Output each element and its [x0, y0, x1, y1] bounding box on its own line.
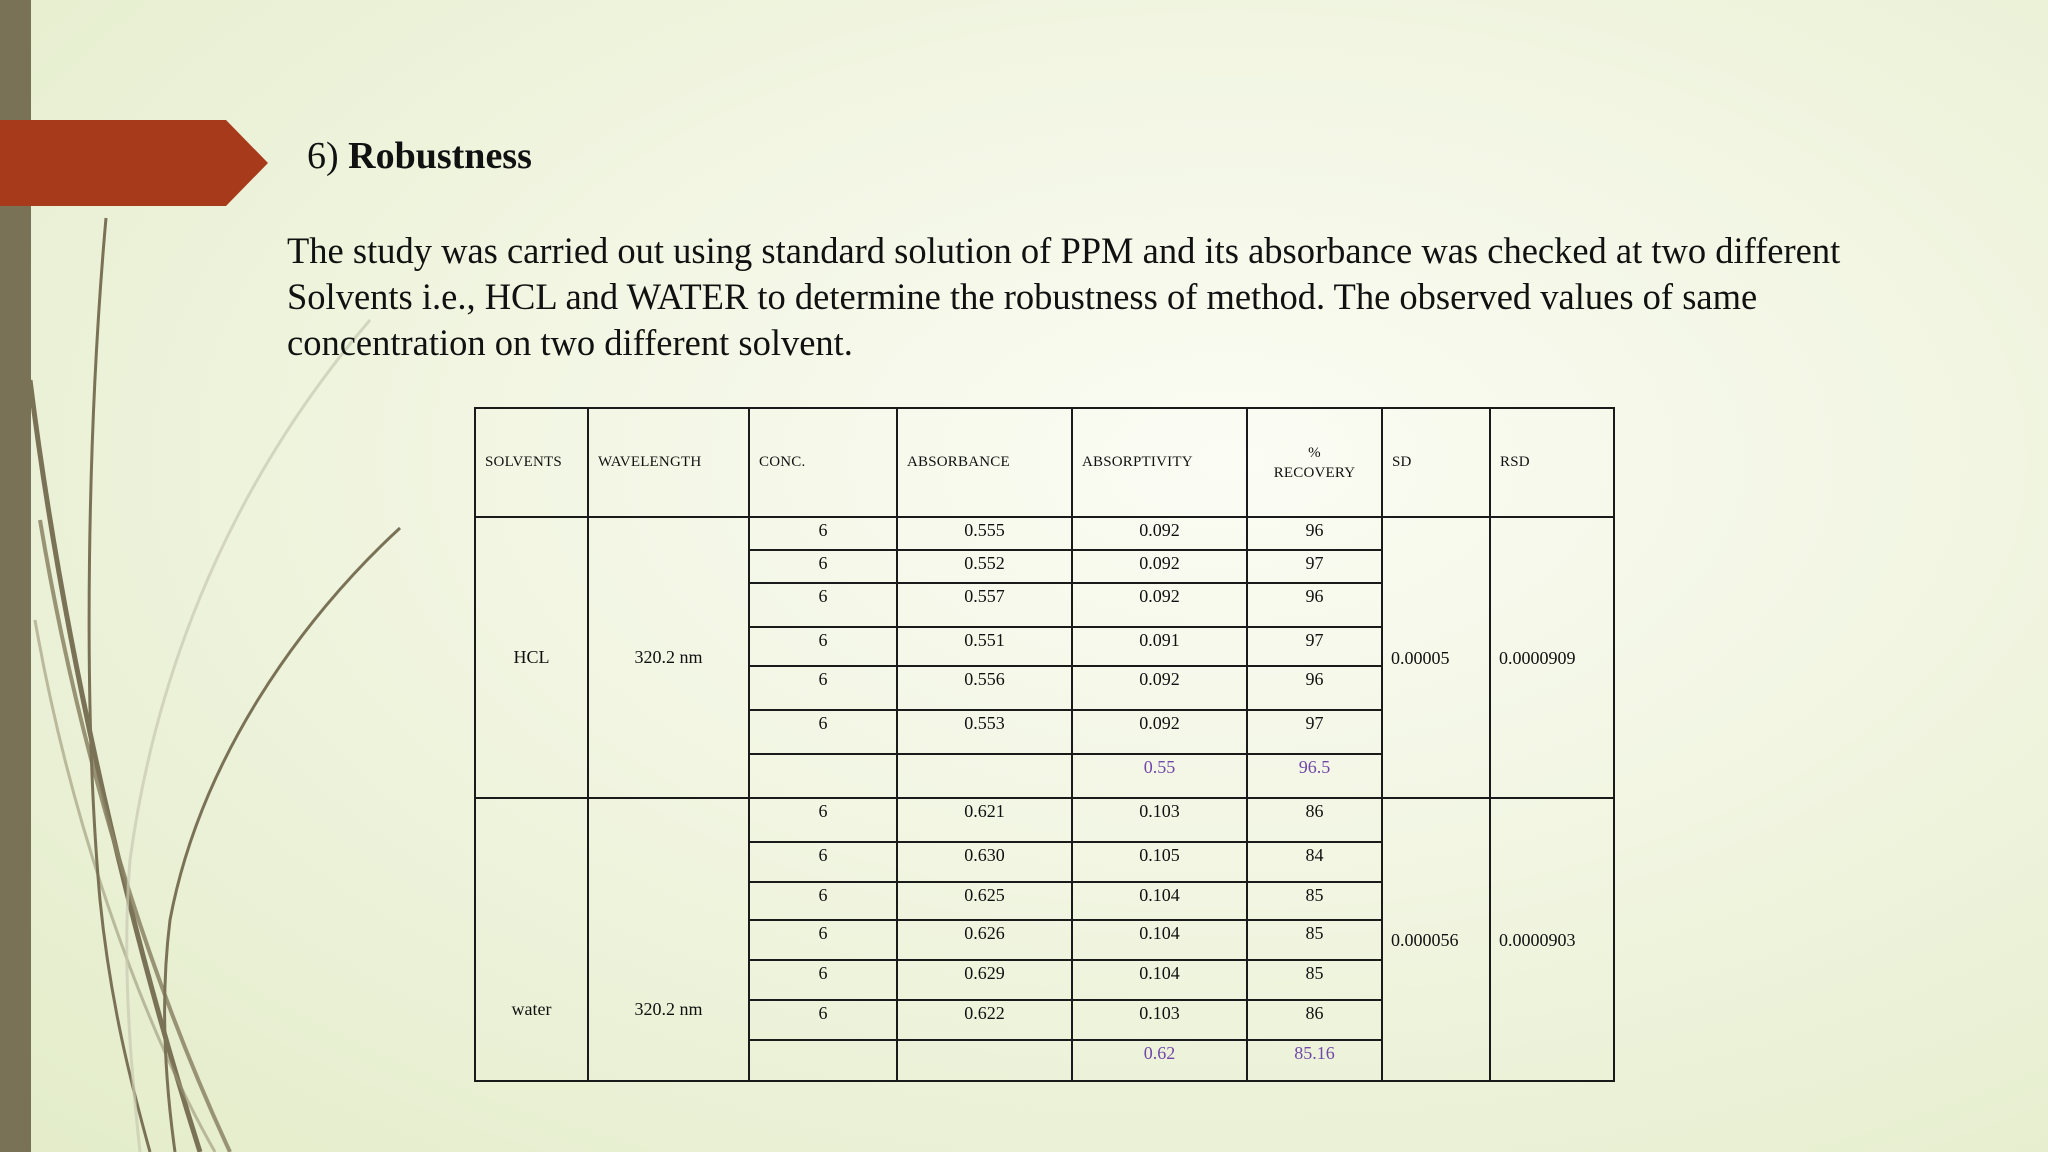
absorptivity-cell: 0.091 — [1072, 627, 1247, 666]
header-recovery-word: RECOVERY — [1273, 464, 1356, 481]
intro-paragraph: The study was carried out using standard solution of PPM and its absorbance was checked at two different Solvents i.e., HCL and WATER to determine the robustness of method. The observed values of same concentration on two different solvent. — [287, 230, 1841, 363]
header-absorptivity: ABSORPTIVITY — [1072, 408, 1247, 517]
absorptivity-cell: 0.103 — [1072, 798, 1247, 842]
absorbance-cell: 0.622 — [897, 1000, 1072, 1040]
recovery-cell: 85 — [1247, 920, 1382, 960]
header-recovery — [1247, 408, 1382, 517]
conc-cell: 6 — [749, 1000, 897, 1040]
conc-cell: 6 — [749, 583, 897, 627]
conc-cell: 6 — [749, 666, 897, 710]
wavelength-cell: 320.2 nm — [588, 517, 749, 798]
mean-absorptivity-cell: 0.55 — [1072, 754, 1247, 798]
absorbance-cell-empty — [897, 754, 1072, 798]
conc-cell: 6 — [749, 517, 897, 550]
absorbance-cell: 0.557 — [897, 583, 1072, 627]
mean-absorptivity-cell: 0.62 — [1072, 1040, 1247, 1081]
conc-cell: 6 — [749, 710, 897, 754]
header-sd: SD — [1382, 408, 1490, 517]
recovery-cell: 96 — [1247, 666, 1382, 710]
absorptivity-cell: 0.092 — [1072, 666, 1247, 710]
mean-recovery-cell: 96.5 — [1247, 754, 1382, 798]
rsd-cell: 0.0000903 — [1490, 798, 1614, 1081]
table-header-row — [475, 408, 1614, 517]
slide-heading — [307, 134, 532, 178]
absorptivity-cell: 0.092 — [1072, 583, 1247, 627]
absorbance-cell: 0.626 — [897, 920, 1072, 960]
recovery-cell: 85 — [1247, 960, 1382, 1000]
recovery-cell: 86 — [1247, 1000, 1382, 1040]
recovery-cell: 96 — [1247, 583, 1382, 627]
absorptivity-cell: 0.105 — [1072, 842, 1247, 882]
header-rsd: RSD — [1490, 408, 1614, 517]
absorbance-cell: 0.630 — [897, 842, 1072, 882]
heading-number: 6) — [307, 135, 339, 177]
absorptivity-cell: 0.104 — [1072, 960, 1247, 1000]
recovery-cell: 84 — [1247, 842, 1382, 882]
absorbance-cell: 0.556 — [897, 666, 1072, 710]
sd-cell: 0.000056 — [1382, 798, 1490, 1081]
absorptivity-cell: 0.104 — [1072, 920, 1247, 960]
absorptivity-cell: 0.092 — [1072, 550, 1247, 583]
conc-cell: 6 — [749, 550, 897, 583]
absorbance-cell-empty — [897, 1040, 1072, 1081]
wavelength-cell: 320.2 nm — [588, 798, 749, 1081]
conc-cell: 6 — [749, 882, 897, 920]
recovery-cell: 96 — [1247, 517, 1382, 550]
absorbance-cell: 0.553 — [897, 710, 1072, 754]
recovery-cell: 86 — [1247, 798, 1382, 842]
absorbance-cell: 0.621 — [897, 798, 1072, 842]
absorptivity-cell: 0.104 — [1072, 882, 1247, 920]
conc-cell: 6 — [749, 627, 897, 666]
conc-cell: 6 — [749, 960, 897, 1000]
absorptivity-cell: 0.092 — [1072, 517, 1247, 550]
header-recovery-symbol: % — [1308, 444, 1321, 461]
rsd-cell: 0.0000909 — [1490, 517, 1614, 798]
mean-recovery-cell: 85.16 — [1247, 1040, 1382, 1081]
table-row — [475, 517, 1614, 550]
conc-cell: 6 — [749, 798, 897, 842]
absorbance-cell: 0.552 — [897, 550, 1072, 583]
recovery-cell: 97 — [1247, 627, 1382, 666]
sd-cell: 0.00005 — [1382, 517, 1490, 798]
header-solvents: SOLVENTS — [475, 408, 588, 517]
solvent-cell: HCL — [475, 517, 588, 798]
conc-cell-empty — [749, 1040, 897, 1081]
conc-cell-empty — [749, 754, 897, 798]
title-arrow-shape — [0, 120, 270, 206]
recovery-cell: 97 — [1247, 550, 1382, 583]
table-row — [475, 798, 1614, 842]
solvent-cell: water — [475, 798, 588, 1081]
robustness-table — [474, 407, 1615, 1082]
heading-title: Robustness — [348, 135, 532, 177]
recovery-cell: 85 — [1247, 882, 1382, 920]
absorbance-cell: 0.555 — [897, 517, 1072, 550]
absorptivity-cell: 0.103 — [1072, 1000, 1247, 1040]
absorbance-cell: 0.629 — [897, 960, 1072, 1000]
header-wavelength: WAVELENGTH — [588, 408, 749, 517]
absorbance-cell: 0.625 — [897, 882, 1072, 920]
absorptivity-cell: 0.092 — [1072, 710, 1247, 754]
conc-cell: 6 — [749, 842, 897, 882]
recovery-cell: 97 — [1247, 710, 1382, 754]
header-absorbance: ABSORBANCE — [897, 408, 1072, 517]
absorbance-cell: 0.551 — [897, 627, 1072, 666]
header-conc: CONC. — [749, 408, 897, 517]
conc-cell: 6 — [749, 920, 897, 960]
